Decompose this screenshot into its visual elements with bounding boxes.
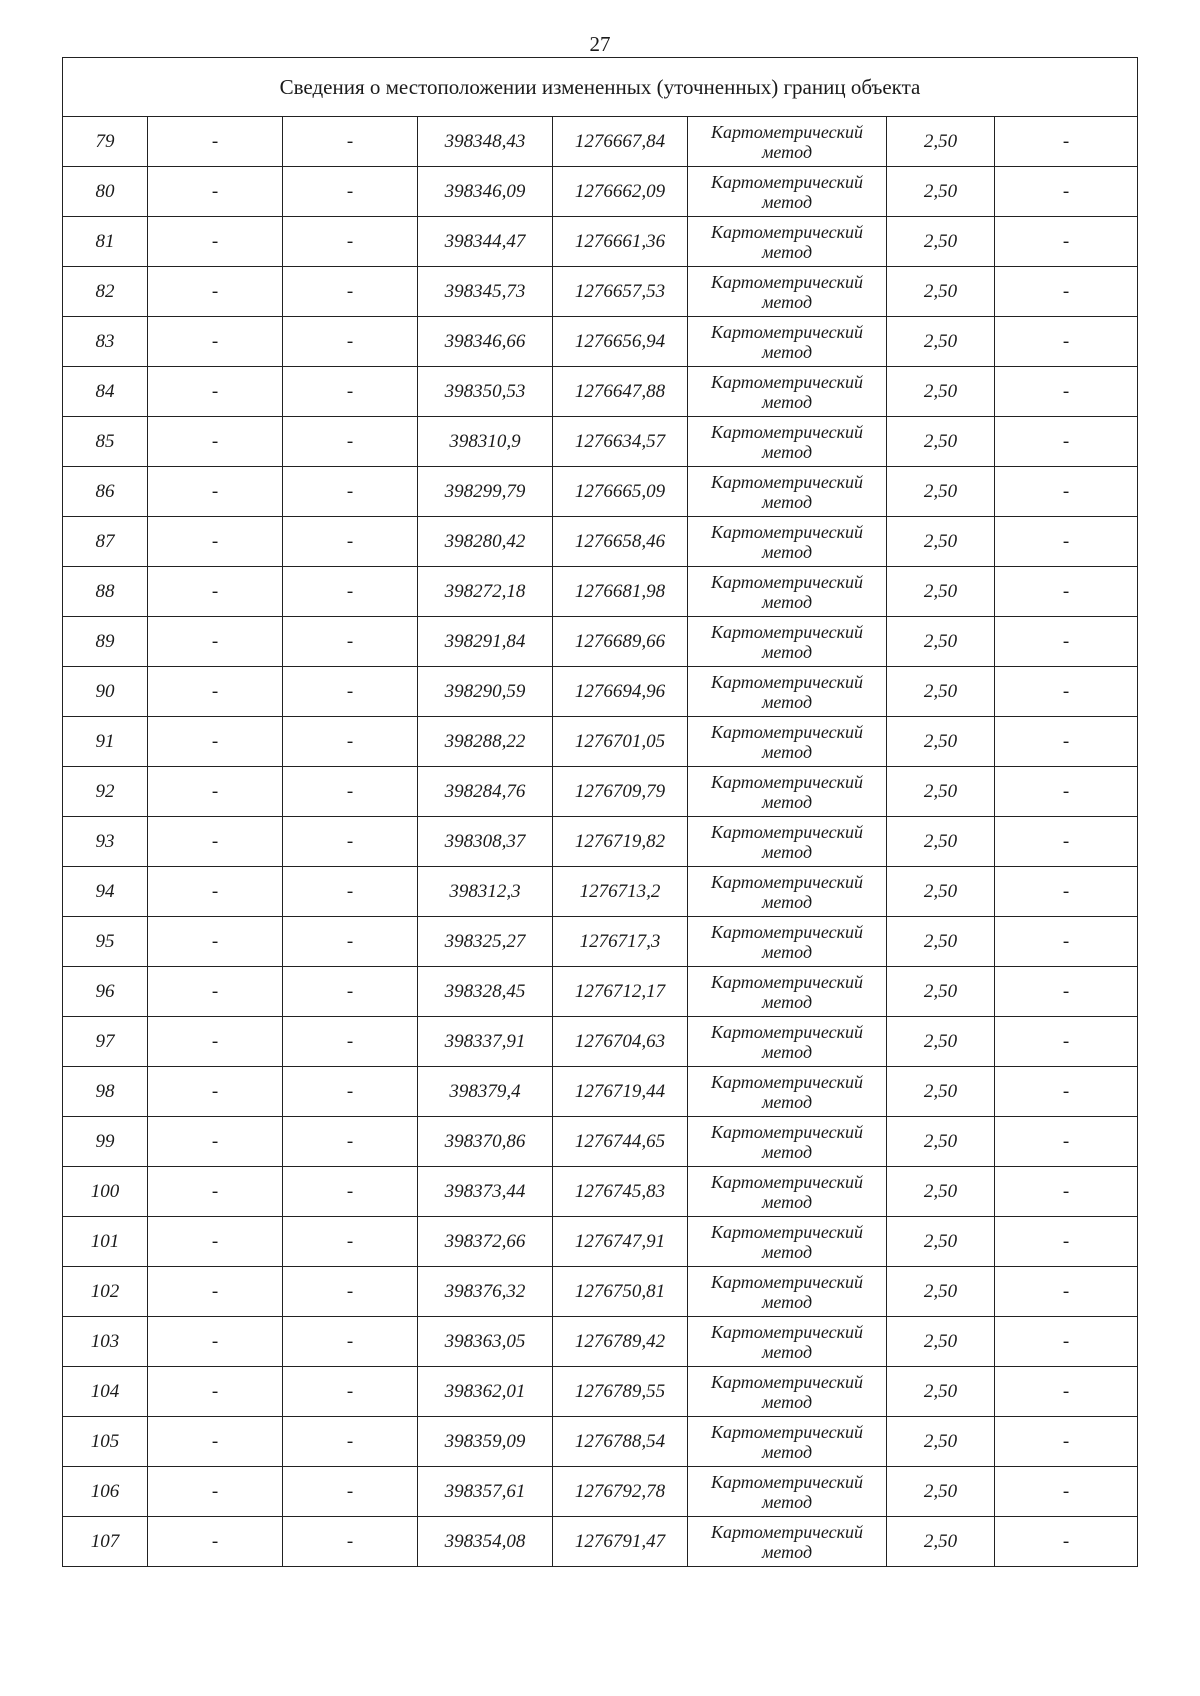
empty-cell: - — [283, 717, 418, 767]
method-cell: Картометрический метод — [688, 167, 887, 217]
x-coordinate-cell: 398328,45 — [418, 967, 553, 1017]
empty-cell: - — [148, 667, 283, 717]
y-coordinate-cell: 1276789,42 — [553, 1317, 688, 1367]
empty-cell: - — [148, 617, 283, 667]
method-cell: Картометрический метод — [688, 567, 887, 617]
x-coordinate-cell: 398373,44 — [418, 1167, 553, 1217]
y-coordinate-cell: 1276681,98 — [553, 567, 688, 617]
empty-cell: - — [283, 1317, 418, 1367]
method-cell: Картометрический метод — [688, 267, 887, 317]
point-number-cell: 101 — [63, 1217, 148, 1267]
y-coordinate-cell: 1276750,81 — [553, 1267, 688, 1317]
empty-cell: - — [148, 1167, 283, 1217]
empty-cell: - — [148, 167, 283, 217]
x-coordinate-cell: 398308,37 — [418, 817, 553, 867]
method-cell: Картометрический метод — [688, 417, 887, 467]
accuracy-cell: 2,50 — [887, 517, 995, 567]
empty-cell: - — [283, 567, 418, 617]
empty-cell: - — [283, 1117, 418, 1167]
x-coordinate-cell: 398359,09 — [418, 1417, 553, 1467]
empty-cell: - — [148, 1067, 283, 1117]
y-coordinate-cell: 1276792,78 — [553, 1467, 688, 1517]
description-cell: - — [995, 317, 1138, 367]
y-coordinate-cell: 1276634,57 — [553, 417, 688, 467]
empty-cell: - — [283, 1167, 418, 1217]
empty-cell: - — [283, 767, 418, 817]
accuracy-cell: 2,50 — [887, 1267, 995, 1317]
empty-cell: - — [283, 967, 418, 1017]
empty-cell: - — [148, 367, 283, 417]
accuracy-cell: 2,50 — [887, 917, 995, 967]
accuracy-cell: 2,50 — [887, 1067, 995, 1117]
table-title: Сведения о местоположении измененных (уточненных) границ объекта — [63, 58, 1138, 117]
x-coordinate-cell: 398357,61 — [418, 1467, 553, 1517]
table-title-row — [63, 58, 1138, 117]
empty-cell: - — [283, 817, 418, 867]
table-row — [63, 217, 1138, 267]
table-row — [63, 767, 1138, 817]
description-cell: - — [995, 1067, 1138, 1117]
description-cell: - — [995, 1367, 1138, 1417]
method-cell: Картометрический метод — [688, 1067, 887, 1117]
table-row — [63, 1117, 1138, 1167]
empty-cell: - — [148, 1117, 283, 1167]
method-cell: Картометрический метод — [688, 817, 887, 867]
table-row — [63, 1217, 1138, 1267]
table-row — [63, 867, 1138, 917]
table-row — [63, 1167, 1138, 1217]
method-cell: Картометрический метод — [688, 1517, 887, 1567]
method-cell: Картометрический метод — [688, 1117, 887, 1167]
y-coordinate-cell: 1276717,3 — [553, 917, 688, 967]
empty-cell: - — [148, 317, 283, 367]
description-cell: - — [995, 117, 1138, 167]
method-cell: Картометрический метод — [688, 1217, 887, 1267]
method-cell: Картометрический метод — [688, 1367, 887, 1417]
method-cell: Картометрический метод — [688, 717, 887, 767]
point-number-cell: 85 — [63, 417, 148, 467]
point-number-cell: 88 — [63, 567, 148, 617]
empty-cell: - — [283, 1517, 418, 1567]
table-row — [63, 1517, 1138, 1567]
description-cell: - — [995, 667, 1138, 717]
point-number-cell: 104 — [63, 1367, 148, 1417]
description-cell: - — [995, 767, 1138, 817]
accuracy-cell: 2,50 — [887, 567, 995, 617]
accuracy-cell: 2,50 — [887, 717, 995, 767]
accuracy-cell: 2,50 — [887, 167, 995, 217]
description-cell: - — [995, 867, 1138, 917]
table-row — [63, 567, 1138, 617]
method-cell: Картометрический метод — [688, 367, 887, 417]
point-number-cell: 105 — [63, 1417, 148, 1467]
point-number-cell: 83 — [63, 317, 148, 367]
accuracy-cell: 2,50 — [887, 1317, 995, 1367]
description-cell: - — [995, 917, 1138, 967]
method-cell: Картометрический метод — [688, 617, 887, 667]
description-cell: - — [995, 1167, 1138, 1217]
empty-cell: - — [148, 767, 283, 817]
method-cell: Картометрический метод — [688, 767, 887, 817]
point-number-cell: 93 — [63, 817, 148, 867]
accuracy-cell: 2,50 — [887, 1517, 995, 1567]
description-cell: - — [995, 1217, 1138, 1267]
table-row — [63, 1017, 1138, 1067]
description-cell: - — [995, 1467, 1138, 1517]
method-cell: Картометрический метод — [688, 467, 887, 517]
empty-cell: - — [283, 667, 418, 717]
accuracy-cell: 2,50 — [887, 1017, 995, 1067]
table-row — [63, 1317, 1138, 1367]
table-body — [63, 58, 1138, 1567]
y-coordinate-cell: 1276713,2 — [553, 867, 688, 917]
y-coordinate-cell: 1276709,79 — [553, 767, 688, 817]
accuracy-cell: 2,50 — [887, 667, 995, 717]
description-cell: - — [995, 1517, 1138, 1567]
accuracy-cell: 2,50 — [887, 767, 995, 817]
table-row — [63, 1467, 1138, 1517]
empty-cell: - — [148, 1217, 283, 1267]
method-cell: Картометрический метод — [688, 217, 887, 267]
x-coordinate-cell: 398362,01 — [418, 1367, 553, 1417]
x-coordinate-cell: 398345,73 — [418, 267, 553, 317]
empty-cell: - — [148, 267, 283, 317]
description-cell: - — [995, 817, 1138, 867]
description-cell: - — [995, 1117, 1138, 1167]
accuracy-cell: 2,50 — [887, 317, 995, 367]
empty-cell: - — [283, 217, 418, 267]
method-cell: Картометрический метод — [688, 1267, 887, 1317]
y-coordinate-cell: 1276667,84 — [553, 117, 688, 167]
point-number-cell: 80 — [63, 167, 148, 217]
accuracy-cell: 2,50 — [887, 1117, 995, 1167]
accuracy-cell: 2,50 — [887, 1167, 995, 1217]
empty-cell: - — [148, 1367, 283, 1417]
x-coordinate-cell: 398350,53 — [418, 367, 553, 417]
table-row — [63, 417, 1138, 467]
table-row — [63, 967, 1138, 1017]
accuracy-cell: 2,50 — [887, 1217, 995, 1267]
empty-cell: - — [283, 367, 418, 417]
description-cell: - — [995, 1317, 1138, 1367]
empty-cell: - — [148, 1017, 283, 1067]
point-number-cell: 79 — [63, 117, 148, 167]
empty-cell: - — [283, 1217, 418, 1267]
accuracy-cell: 2,50 — [887, 1467, 995, 1517]
y-coordinate-cell: 1276694,96 — [553, 667, 688, 717]
x-coordinate-cell: 398284,76 — [418, 767, 553, 817]
accuracy-cell: 2,50 — [887, 367, 995, 417]
table-row — [63, 317, 1138, 367]
empty-cell: - — [283, 917, 418, 967]
description-cell: - — [995, 1017, 1138, 1067]
x-coordinate-cell: 398280,42 — [418, 517, 553, 567]
point-number-cell: 84 — [63, 367, 148, 417]
table-row — [63, 617, 1138, 667]
empty-cell: - — [148, 1267, 283, 1317]
x-coordinate-cell: 398312,3 — [418, 867, 553, 917]
empty-cell: - — [148, 467, 283, 517]
y-coordinate-cell: 1276656,94 — [553, 317, 688, 367]
x-coordinate-cell: 398325,27 — [418, 917, 553, 967]
point-number-cell: 96 — [63, 967, 148, 1017]
empty-cell: - — [283, 267, 418, 317]
empty-cell: - — [283, 1417, 418, 1467]
empty-cell: - — [283, 1267, 418, 1317]
empty-cell: - — [148, 1417, 283, 1467]
point-number-cell: 92 — [63, 767, 148, 817]
description-cell: - — [995, 567, 1138, 617]
table-row — [63, 117, 1138, 167]
description-cell: - — [995, 267, 1138, 317]
table-row — [63, 1417, 1138, 1467]
table-row — [63, 517, 1138, 567]
y-coordinate-cell: 1276662,09 — [553, 167, 688, 217]
empty-cell: - — [148, 1467, 283, 1517]
x-coordinate-cell: 398363,05 — [418, 1317, 553, 1367]
x-coordinate-cell: 398372,66 — [418, 1217, 553, 1267]
x-coordinate-cell: 398337,91 — [418, 1017, 553, 1067]
empty-cell: - — [148, 517, 283, 567]
accuracy-cell: 2,50 — [887, 617, 995, 667]
empty-cell: - — [148, 917, 283, 967]
x-coordinate-cell: 398354,08 — [418, 1517, 553, 1567]
y-coordinate-cell: 1276658,46 — [553, 517, 688, 567]
method-cell: Картометрический метод — [688, 1417, 887, 1467]
method-cell: Картометрический метод — [688, 117, 887, 167]
point-number-cell: 86 — [63, 467, 148, 517]
empty-cell: - — [148, 1317, 283, 1367]
empty-cell: - — [148, 117, 283, 167]
description-cell: - — [995, 367, 1138, 417]
table-row — [63, 267, 1138, 317]
description-cell: - — [995, 967, 1138, 1017]
point-number-cell: 89 — [63, 617, 148, 667]
description-cell: - — [995, 417, 1138, 467]
table-row — [63, 667, 1138, 717]
method-cell: Картометрический метод — [688, 1167, 887, 1217]
description-cell: - — [995, 217, 1138, 267]
y-coordinate-cell: 1276719,44 — [553, 1067, 688, 1117]
table-row — [63, 717, 1138, 767]
point-number-cell: 90 — [63, 667, 148, 717]
empty-cell: - — [283, 617, 418, 667]
y-coordinate-cell: 1276712,17 — [553, 967, 688, 1017]
x-coordinate-cell: 398346,66 — [418, 317, 553, 367]
table-row — [63, 467, 1138, 517]
accuracy-cell: 2,50 — [887, 967, 995, 1017]
x-coordinate-cell: 398346,09 — [418, 167, 553, 217]
table-row — [63, 1367, 1138, 1417]
y-coordinate-cell: 1276747,91 — [553, 1217, 688, 1267]
y-coordinate-cell: 1276791,47 — [553, 1517, 688, 1567]
method-cell: Картометрический метод — [688, 317, 887, 367]
description-cell: - — [995, 167, 1138, 217]
x-coordinate-cell: 398376,32 — [418, 1267, 553, 1317]
empty-cell: - — [148, 817, 283, 867]
empty-cell: - — [283, 167, 418, 217]
empty-cell: - — [283, 1367, 418, 1417]
accuracy-cell: 2,50 — [887, 867, 995, 917]
description-cell: - — [995, 517, 1138, 567]
x-coordinate-cell: 398344,47 — [418, 217, 553, 267]
empty-cell: - — [283, 317, 418, 367]
table-row — [63, 917, 1138, 967]
accuracy-cell: 2,50 — [887, 267, 995, 317]
point-number-cell: 103 — [63, 1317, 148, 1367]
point-number-cell: 91 — [63, 717, 148, 767]
description-cell: - — [995, 1417, 1138, 1467]
y-coordinate-cell: 1276657,53 — [553, 267, 688, 317]
point-number-cell: 81 — [63, 217, 148, 267]
empty-cell: - — [283, 1067, 418, 1117]
y-coordinate-cell: 1276689,66 — [553, 617, 688, 667]
table-row — [63, 167, 1138, 217]
point-number-cell: 98 — [63, 1067, 148, 1117]
method-cell: Картометрический метод — [688, 867, 887, 917]
y-coordinate-cell: 1276745,83 — [553, 1167, 688, 1217]
empty-cell: - — [283, 517, 418, 567]
description-cell: - — [995, 617, 1138, 667]
table-row — [63, 1267, 1138, 1317]
x-coordinate-cell: 398291,84 — [418, 617, 553, 667]
table-row — [63, 367, 1138, 417]
point-number-cell: 102 — [63, 1267, 148, 1317]
method-cell: Картометрический метод — [688, 1017, 887, 1067]
method-cell: Картометрический метод — [688, 667, 887, 717]
accuracy-cell: 2,50 — [887, 217, 995, 267]
x-coordinate-cell: 398299,79 — [418, 467, 553, 517]
method-cell: Картометрический метод — [688, 1317, 887, 1367]
accuracy-cell: 2,50 — [887, 467, 995, 517]
y-coordinate-cell: 1276704,63 — [553, 1017, 688, 1067]
x-coordinate-cell: 398310,9 — [418, 417, 553, 467]
description-cell: - — [995, 467, 1138, 517]
description-cell: - — [995, 1267, 1138, 1317]
page-number: 27 — [589, 32, 611, 56]
point-number-cell: 107 — [63, 1517, 148, 1567]
empty-cell: - — [283, 117, 418, 167]
y-coordinate-cell: 1276665,09 — [553, 467, 688, 517]
empty-cell: - — [283, 1017, 418, 1067]
table-row — [63, 1067, 1138, 1117]
empty-cell: - — [283, 1467, 418, 1517]
empty-cell: - — [148, 717, 283, 767]
y-coordinate-cell: 1276661,36 — [553, 217, 688, 267]
x-coordinate-cell: 398348,43 — [418, 117, 553, 167]
y-coordinate-cell: 1276647,88 — [553, 367, 688, 417]
method-cell: Картометрический метод — [688, 967, 887, 1017]
y-coordinate-cell: 1276788,54 — [553, 1417, 688, 1467]
accuracy-cell: 2,50 — [887, 117, 995, 167]
point-number-cell: 106 — [63, 1467, 148, 1517]
accuracy-cell: 2,50 — [887, 1417, 995, 1467]
point-number-cell: 99 — [63, 1117, 148, 1167]
y-coordinate-cell: 1276719,82 — [553, 817, 688, 867]
point-number-cell: 87 — [63, 517, 148, 567]
description-cell: - — [995, 717, 1138, 767]
method-cell: Картометрический метод — [688, 1467, 887, 1517]
accuracy-cell: 2,50 — [887, 1367, 995, 1417]
empty-cell: - — [283, 467, 418, 517]
boundary-coordinates-table — [62, 57, 1138, 1567]
method-cell: Картометрический метод — [688, 517, 887, 567]
point-number-cell: 94 — [63, 867, 148, 917]
empty-cell: - — [148, 967, 283, 1017]
empty-cell: - — [148, 567, 283, 617]
x-coordinate-cell: 398288,22 — [418, 717, 553, 767]
table-row — [63, 817, 1138, 867]
empty-cell: - — [283, 417, 418, 467]
point-number-cell: 82 — [63, 267, 148, 317]
empty-cell: - — [148, 417, 283, 467]
y-coordinate-cell: 1276789,55 — [553, 1367, 688, 1417]
method-cell: Картометрический метод — [688, 917, 887, 967]
point-number-cell: 100 — [63, 1167, 148, 1217]
empty-cell: - — [148, 1517, 283, 1567]
x-coordinate-cell: 398379,4 — [418, 1067, 553, 1117]
empty-cell: - — [148, 217, 283, 267]
x-coordinate-cell: 398370,86 — [418, 1117, 553, 1167]
point-number-cell: 95 — [63, 917, 148, 967]
empty-cell: - — [283, 867, 418, 917]
x-coordinate-cell: 398272,18 — [418, 567, 553, 617]
point-number-cell: 97 — [63, 1017, 148, 1067]
empty-cell: - — [148, 867, 283, 917]
x-coordinate-cell: 398290,59 — [418, 667, 553, 717]
accuracy-cell: 2,50 — [887, 817, 995, 867]
accuracy-cell: 2,50 — [887, 417, 995, 467]
y-coordinate-cell: 1276701,05 — [553, 717, 688, 767]
y-coordinate-cell: 1276744,65 — [553, 1117, 688, 1167]
